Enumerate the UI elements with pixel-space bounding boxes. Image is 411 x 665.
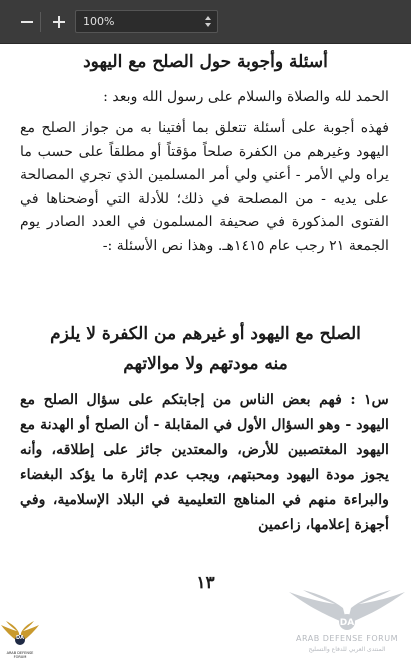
question-paragraph: س١ : فهم بعض الناس من إجابتكم على سؤال الصلح مع اليهود - وهو السؤال الأول في المقابلة - أن الصلح أو الهدنة مع اليهود المغتصبين للأرض، والمعتدين جائز على إطلاقه، وأنه يجوز مودة اليهود ومحبتهم، ويجب عدم إثارة ما يؤكد البغضاء والبراءة منهم في المناهج التعليمية في البلاد الإسلامية، وفي أجهزة إعلامها، زاعمين <box>20 392 389 533</box>
pdf-toolbar <box>0 0 411 44</box>
watermark-name: ARAB DEFENSE FORUM <box>296 634 398 643</box>
watermark-logo <box>283 588 411 665</box>
intro-line: الحمد لله والصلاة والسلام على رسول الله وبعد : <box>103 89 389 105</box>
dropdown-arrows-icon <box>205 15 211 28</box>
watermark-abbr: DA <box>339 618 355 628</box>
corner-logo-abbr: DA <box>15 635 25 641</box>
section-heading-line2: منه مودتهم ولا موالاتهم <box>123 354 288 374</box>
toolbar-divider <box>40 12 41 32</box>
minus-icon <box>20 11 34 33</box>
page-number: ١٣ <box>196 573 215 593</box>
zoom-level-select[interactable] <box>75 10 218 33</box>
corner-logo-name: ARAB DEFENSE FORUM <box>6 651 34 659</box>
zoom-out-button[interactable] <box>16 11 38 33</box>
zoom-level-value: 100% <box>83 15 115 28</box>
corner-logo <box>0 617 40 665</box>
zoom-in-button[interactable] <box>48 11 70 33</box>
body-paragraph: فهذه أجوبة على أسئلة تتعلق بما أفتينا به من جواز الصلح مع اليهود وغيرهم من الكفرة صلحاً مؤقتاً أو مطلقاً على حسب ما يراه ولي الأمر - أعني ولي أمر المسلمين الذي تجري المصالحة على يديه - من المصلحة في ذلك؛ للأدلة التي أوضحناها في الفتوى المذكورة في صحيفة المسلمون في العدد الصادر يوم الجمعة ٢١ رجب عام ١٤١٥هـ. وهذا نص الأسئلة :- <box>20 120 389 254</box>
eagle-badge-icon <box>0 619 40 649</box>
document-page[interactable] <box>0 44 411 665</box>
watermark-name-ar: المنتدى العربي للدفاع والتسليح <box>308 646 386 653</box>
section-heading-line1: الصلح مع اليهود أو غيرهم من الكفرة لا يلزم <box>50 324 361 344</box>
plus-icon <box>52 11 66 33</box>
page-title: أسئلة وأجوبة حول الصلح مع اليهود <box>83 52 328 72</box>
